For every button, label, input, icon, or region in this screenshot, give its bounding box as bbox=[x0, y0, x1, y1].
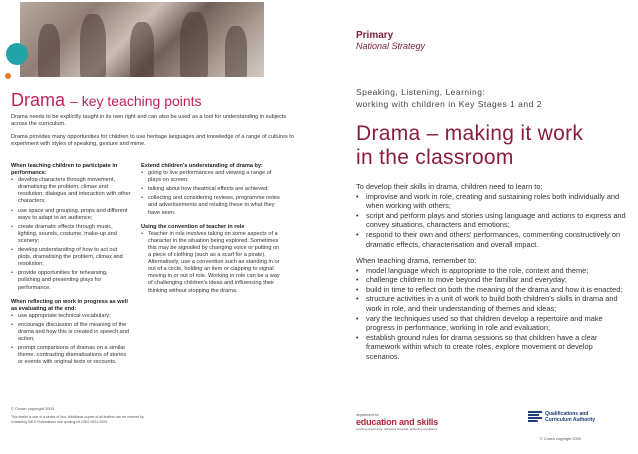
remember-list bbox=[356, 266, 628, 362]
list-item: • talking about how theatrical effects are achieved; bbox=[141, 186, 283, 193]
list-item: • structure activities in a unit of work to build both children's skills in drama and work in role, and their understanding of themes and ideas; bbox=[356, 294, 628, 313]
page-title bbox=[356, 122, 583, 170]
col2-list-1 bbox=[141, 170, 283, 217]
list-item: • encourage discussion of the meaning of the drama and how this is created in speech and action; bbox=[11, 322, 131, 343]
title-line-2: in the classroom bbox=[356, 146, 514, 169]
list-item: • Teacher in role involves taking on some aspects of a character in the situation being explored. Sometimes this may be signalled by changing voice or putting on a piece of clothing (such as a scarf for a pirate). Alternatively, use a convention such as standing in or out of a circle, holding an item or clapping to signal moving in or out of role. Working in role can be a way of challenging children's ideas and influencing their thinking without stopping the drama. bbox=[141, 231, 283, 295]
kicker-line-1: Speaking, Listening, Learning: bbox=[356, 87, 486, 97]
col1-list-2 bbox=[11, 313, 131, 367]
left-title-sub: – key teaching points bbox=[70, 93, 202, 109]
skills-lead: To develop their skills in drama, children need to learn to: bbox=[356, 182, 543, 191]
list-item: • use space and grouping, props and different ways to adapt to an audience; bbox=[11, 208, 131, 222]
list-item: • model language which is appropriate to the role, context and theme; bbox=[356, 266, 628, 276]
list-item: • create dramatic effects through music, lighting, sounds, costume, make-up and scenery; bbox=[11, 224, 131, 245]
list-item: • respond to their own and others' performances, commenting constructively on dramatic effects, characterisation and overall impact. bbox=[356, 230, 628, 249]
orange-dot-decoration bbox=[5, 73, 11, 79]
list-item: • develop understanding of how to act out plots, dramatising the problem, climax and resolution; bbox=[11, 247, 131, 268]
left-panel bbox=[0, 0, 316, 454]
left-title-main: Drama bbox=[11, 90, 66, 110]
dfes-logo bbox=[356, 413, 438, 431]
col2-heading-2: Using the convention of teacher in role bbox=[141, 223, 245, 230]
right-copyright: © Crown copyright 2003 bbox=[540, 437, 581, 441]
skills-section bbox=[356, 182, 628, 249]
qca-logo bbox=[528, 411, 595, 423]
list-item: • collecting and considering reviews, programme notes and advertisements and relating these to what they have seen. bbox=[141, 195, 283, 216]
dfes-tiny: department for bbox=[356, 413, 379, 417]
primary-national-strategy-logo bbox=[356, 30, 425, 51]
qca-bars-icon bbox=[528, 411, 542, 423]
ordering-note: This leaflet is one of a series of four. Additional copies of all leaflets can be ordered by contacting DfES Publications and quoting ref DfES 0624-2003. bbox=[11, 415, 144, 424]
col2-heading-1: Extend children's understanding of drama by: bbox=[141, 163, 263, 169]
qca-line-2: Curriculum Authority bbox=[545, 417, 596, 423]
list-item: • script and perform plays and stories using language and actions to express and convey situations, characters and emotions; bbox=[356, 211, 628, 230]
intro-paragraph-2: Drama provides many opportunities for children to use heritage languages and knowledge of a range of cultures to experiment with styles of speaking, gesture and mime. bbox=[11, 134, 294, 148]
dfes-tagline: creating opportunity, releasing potential, achieving excellence bbox=[356, 427, 438, 431]
kicker bbox=[356, 86, 542, 110]
list-item: • vary the techniques used so that children develop a repertoire and make progress in performance, working in role and evaluation; bbox=[356, 314, 628, 333]
skills-list bbox=[356, 192, 628, 250]
list-item: • challenge children to move beyond the familiar and everyday; bbox=[356, 275, 628, 285]
right-panel bbox=[322, 0, 638, 454]
left-column-1 bbox=[11, 163, 131, 368]
list-item: • provide opportunities for rehearsing, polishing and presenting plays for performance. bbox=[11, 270, 131, 291]
remember-lead: When teaching drama, remember to: bbox=[356, 256, 477, 265]
left-column-2 bbox=[141, 163, 283, 297]
teal-dot-decoration bbox=[6, 43, 28, 65]
brand-line-1: Primary bbox=[356, 30, 394, 41]
left-copyright: © Crown copyright 2003 bbox=[11, 406, 54, 411]
list-item: • build in time to reflect on both the meaning of the drama and how it is enacted; bbox=[356, 285, 628, 295]
list-item: • establish ground rules for drama sessions so that children have a clear framework within which to create roles, explore movement or develop scenarios. bbox=[356, 333, 628, 362]
list-item: • prompt comparisons of dramas on a similar theme, contrasting dramatisations of stories or events with original texts or recounts. bbox=[11, 345, 131, 366]
remember-section bbox=[356, 256, 628, 362]
list-item: • improvise and work in role, creating and sustaining roles both individually and when working with others; bbox=[356, 192, 628, 211]
qca-line-1: Qualifications and bbox=[545, 411, 589, 417]
col1-heading-2: When reflecting on work in progress as well as evaluating at the end: bbox=[11, 298, 128, 312]
brand-line-2: National Strategy bbox=[356, 41, 426, 51]
list-item: • develop characters through movement, dramatising the problem, climax and resolution: dialogue and interaction with other characters; bbox=[11, 177, 131, 205]
title-line-1: Drama – making it work bbox=[356, 122, 584, 145]
kicker-line-2: working with children in Key Stages 1 and 2 bbox=[356, 99, 542, 109]
drama-photo bbox=[20, 2, 264, 77]
col2-list-2 bbox=[141, 231, 283, 295]
list-item: • going to live performances and viewing a range of plays on screen; bbox=[141, 170, 283, 184]
intro-paragraph-1: Drama needs to be explicitly taught in its own right and can also be used as a tool for understanding in subjects across the curriculum. bbox=[11, 114, 287, 128]
col1-list-1 bbox=[11, 177, 131, 291]
dfes-main: education and skills bbox=[356, 417, 439, 427]
col1-heading-1: When teaching children to participate in performance: bbox=[11, 163, 118, 177]
left-title bbox=[11, 90, 202, 111]
list-item: • use appropriate technical vocabulary; bbox=[11, 313, 131, 320]
